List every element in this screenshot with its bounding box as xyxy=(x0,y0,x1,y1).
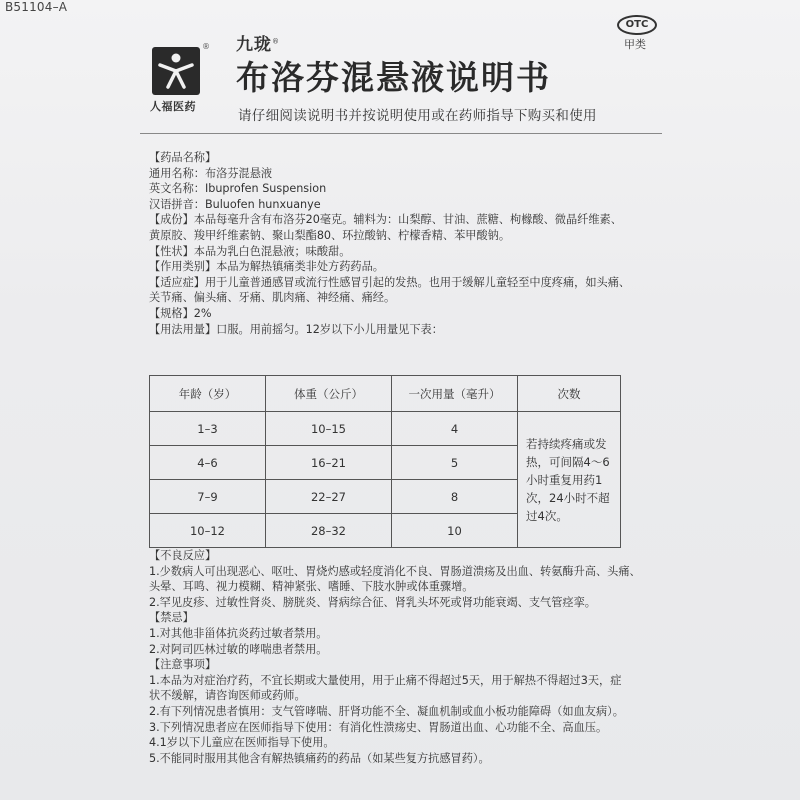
section-line: 2.对阿司匹林过敏的哮喘患者禁用。 xyxy=(149,642,328,656)
drug-info-bottom xyxy=(149,548,679,766)
frequency-line: 热，可间隔4～6 xyxy=(526,454,610,469)
section-line: 4.1岁以下儿童应在医师指导下使用。 xyxy=(149,736,335,750)
cell-age: 7–9 xyxy=(150,480,266,514)
table-row xyxy=(150,412,621,446)
section-line: 2.罕见皮疹、过敏性肾炎、膀胱炎、肾病综合征、肾乳头坏死或肾功能衰竭、支气管痉挛。 xyxy=(149,595,596,609)
section-line: 2.有下列情况患者慎用：支气管哮喘、肝肾功能不全、凝血机制或血小板功能障碍（如血友病）。 xyxy=(149,704,624,718)
header-weight: 体重（公斤） xyxy=(266,376,392,412)
section-line: 汉语拼音：Buluofen hunxuanye xyxy=(149,197,321,211)
section-line: 【成份】本品每毫升含有布洛芬20毫克。辅料为：山梨醇、甘油、蔗糖、枸橼酸、微晶纤维素、 xyxy=(149,213,622,227)
section-line: 【适应症】用于儿童普通感冒或流行性感冒引起的发热。也用于缓解儿童轻至中度疼痛，如头痛、 xyxy=(149,275,631,289)
document-title: 布洛芬混悬液说明书 xyxy=(236,58,551,97)
dosage-table xyxy=(149,375,621,548)
company-name: 人福医药 xyxy=(150,100,196,113)
frequency-line: 小时重复用药1 xyxy=(526,472,603,487)
brand-name: 九珑® xyxy=(236,35,280,55)
section-line: 【用法用量】口服。用前摇匀。12岁以下小儿用量见下表： xyxy=(149,322,443,336)
dosage-table-wrapper xyxy=(149,375,621,548)
section-line: 通用名称：布洛芬混悬液 xyxy=(149,166,273,180)
cell-weight: 16–21 xyxy=(266,446,392,480)
section-line: 3.下列情况患者应在医师指导下使用：有消化性溃疡史、胃肠道出血、心功能不全、高血压。 xyxy=(149,720,608,734)
otc-class-label: 甲类 xyxy=(624,38,646,51)
drug-info-top xyxy=(149,150,669,337)
cell-dose: 10 xyxy=(392,514,518,548)
section-line: 【注意事项】 xyxy=(149,658,217,672)
frequency-line: 若持续疼痛或发 xyxy=(526,436,607,451)
section-line: 关节痛、偏头痛、牙痛、肌肉痛、神经痛、痛经。 xyxy=(149,291,396,305)
section-line: 【性状】本品为乳白色混悬液；味酸甜。 xyxy=(149,244,351,258)
section-line: 1.对其他非甾体抗炎药过敏者禁用。 xyxy=(149,626,328,640)
cell-dose: 8 xyxy=(392,480,518,514)
cell-weight: 10–15 xyxy=(266,412,392,446)
section-line: 5.不能同时服用其他含有解热镇痛药的药品（如某些复方抗感冒药）。 xyxy=(149,751,490,765)
table-header-row xyxy=(150,376,621,412)
otc-badge: OTC xyxy=(617,15,657,35)
section-line: 状不缓解，请咨询医师或药师。 xyxy=(149,689,306,703)
cell-frequency xyxy=(518,412,621,548)
header-divider xyxy=(140,133,662,134)
logo-registered-mark: ® xyxy=(202,42,210,51)
header-dose: 一次用量（毫升） xyxy=(392,376,518,412)
header-age: 年龄（岁） xyxy=(150,376,266,412)
section-line: 英文名称：Ibuprofen Suspension xyxy=(149,182,327,196)
section-line: 黄原胶、羧甲纤维素钠、聚山梨酯80、环拉酸钠、柠檬香精、苯甲酸钠。 xyxy=(149,228,511,242)
cell-age: 10–12 xyxy=(150,514,266,548)
section-line: 【禁忌】 xyxy=(149,611,194,625)
section-line: 1.少数病人可出现恶心、呕吐、胃烧灼感或轻度消化不良、胃肠道溃疡及出血、转氨酶升高、头痛、 xyxy=(149,564,641,578)
section-line: 【作用类别】本品为解热镇痛类非处方药药品。 xyxy=(149,260,384,274)
usage-notice: 请仔细阅读说明书并按说明使用或在药师指导下购买和使用 xyxy=(238,108,597,124)
cell-age: 1–3 xyxy=(150,412,266,446)
cell-dose: 5 xyxy=(392,446,518,480)
company-logo xyxy=(152,47,200,95)
frequency-line: 过4次。 xyxy=(526,508,568,523)
cell-dose: 4 xyxy=(392,412,518,446)
section-line: 【不良反应】 xyxy=(149,549,217,562)
frequency-line: 次，24小时不超 xyxy=(526,490,610,505)
cell-age: 4–6 xyxy=(150,446,266,480)
section-line: 头晕、耳鸣、视力模糊、精神紧张、嗜睡、下肢水肿或体重骤增。 xyxy=(149,580,474,594)
header-frequency: 次数 xyxy=(518,376,621,412)
person-logo-icon xyxy=(152,47,200,95)
section-line: 1.本品为对症治疗药，不宜长期或大量使用，用于止痛不得超过5天，用于解热不得超过3天，症 xyxy=(149,673,622,687)
cell-weight: 22–27 xyxy=(266,480,392,514)
document-code: B51104–A xyxy=(5,0,68,14)
cell-weight: 28–32 xyxy=(266,514,392,548)
section-line: 【规格】2% xyxy=(149,306,212,320)
section-line: 【药品名称】 xyxy=(149,151,217,164)
